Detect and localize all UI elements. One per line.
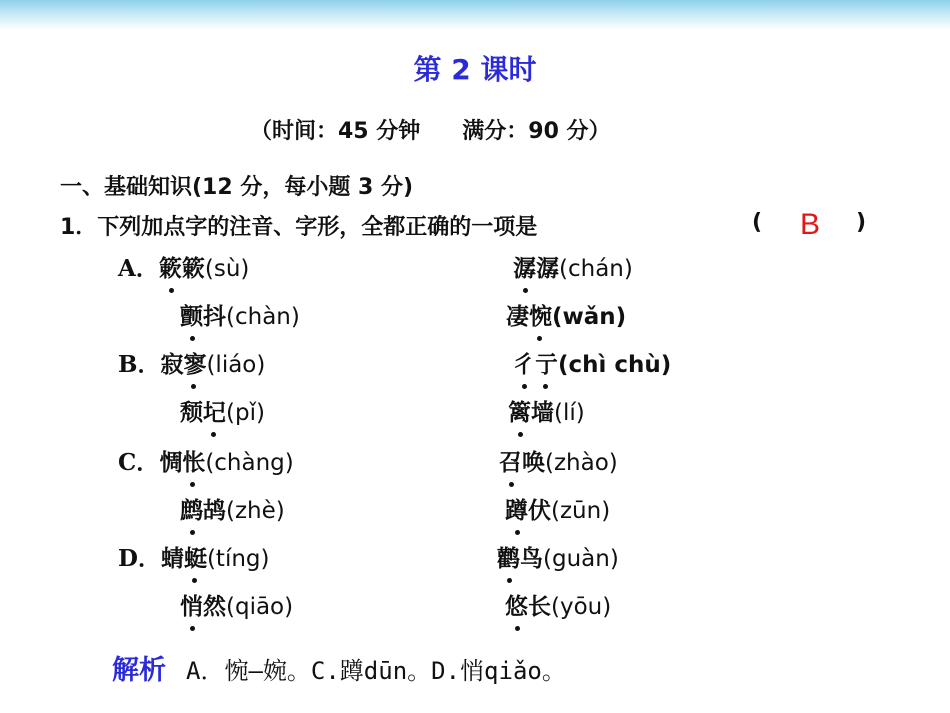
answer-choice: B (800, 208, 821, 241)
option-b-row2-right (508, 394, 585, 427)
pinyin: (chán) (559, 256, 633, 282)
pinyin: (zūn) (551, 498, 611, 524)
pinyin: (tíng) (206, 546, 270, 572)
pinyin: (chì chù) (558, 352, 672, 378)
analysis-text: A．惋—婉。C.蹲dūn。D.悄qiǎo。 (186, 657, 566, 685)
option-letter: C． (118, 449, 160, 476)
word: 潺潺 (513, 250, 559, 283)
word: 悄然 (180, 588, 226, 621)
option-c-row2-left (180, 492, 285, 525)
word: 颓圮 (180, 394, 226, 427)
pinyin: (zhào) (545, 450, 618, 476)
slide-title: 第 2 课时 (413, 53, 537, 86)
word: 悠长 (505, 588, 551, 621)
option-c-row1-left (118, 444, 294, 477)
pinyin: (sù) (204, 256, 250, 282)
pinyin: (guàn) (543, 546, 619, 572)
option-b-row2-left (180, 394, 265, 427)
emphasis-dot-icon (515, 530, 520, 535)
analysis (112, 648, 566, 687)
option-letter: A． (118, 255, 159, 282)
emphasis-dot-icon (190, 530, 195, 535)
word: 寂寥 (160, 346, 206, 379)
pinyin: (yōu) (551, 594, 612, 620)
word: 簌簌 (159, 250, 205, 283)
word: 蜻蜓 (161, 540, 207, 573)
emphasis-dot-icon (543, 384, 548, 389)
option-a-row2-right (506, 298, 626, 331)
emphasis-dot-icon (522, 384, 527, 389)
full-score: 满分：90 分） (462, 119, 611, 144)
emphasis-dot-icon (169, 288, 174, 293)
word: 召唤 (499, 444, 545, 477)
emphasis-dot-icon (191, 384, 196, 389)
emphasis-dot-icon (211, 432, 216, 437)
pinyin: (chàng) (205, 450, 294, 476)
option-a-row1-right (513, 250, 633, 283)
pinyin: (liáo) (206, 352, 266, 378)
emphasis-dot-icon (515, 626, 520, 631)
time-score-info (250, 114, 611, 145)
emphasis-dot-icon (190, 482, 195, 487)
option-c-row2-right (505, 492, 610, 525)
option-d-row2-right (505, 588, 611, 621)
time-limit: （时间：45 分钟 (250, 119, 421, 144)
option-d-row1-right (497, 540, 619, 573)
question-stem: 1．下列加点字的注音、字形，全都正确的一项是 (60, 215, 538, 240)
pinyin: (zhè) (226, 498, 285, 524)
emphasis-dot-icon (537, 336, 542, 341)
option-a-row1-left (118, 250, 249, 283)
word: 颤抖 (180, 298, 226, 331)
option-a-row2-left (180, 298, 300, 331)
word: 蹲伏 (505, 492, 551, 525)
pinyin: (lí) (554, 400, 585, 426)
emphasis-dot-icon (509, 482, 514, 487)
answer-paren-open: ( (752, 210, 763, 235)
word: 篱墙 (508, 394, 554, 427)
section-heading: 一、基础知识(12 分，每小题 3 分) (60, 175, 414, 200)
word: 凄惋 (506, 298, 552, 331)
pinyin: (chàn) (226, 304, 300, 330)
emphasis-dot-icon (192, 578, 197, 583)
top-decoration-band (0, 0, 950, 30)
option-b-row1-right (512, 346, 671, 379)
emphasis-dot-icon (507, 578, 512, 583)
answer-paren-close: ) (856, 210, 867, 235)
pinyin: (qiāo) (226, 594, 294, 620)
option-letter: D． (118, 545, 161, 572)
option-d-row2-left (180, 588, 293, 621)
pinyin: (wǎn) (552, 304, 627, 330)
pinyin: (pǐ) (226, 400, 265, 426)
emphasis-dot-icon (518, 432, 523, 437)
word: 鹧鸪 (180, 492, 226, 525)
word: 鹳鸟 (497, 540, 543, 573)
option-c-row1-right (499, 444, 618, 477)
option-d-row1-left (118, 540, 269, 573)
analysis-label: 解析 (112, 655, 166, 686)
option-b-row1-left (118, 346, 265, 379)
word: 惆怅 (159, 444, 205, 477)
option-letter: B． (118, 351, 161, 378)
emphasis-dot-icon (190, 336, 195, 341)
emphasis-dot-icon (190, 626, 195, 631)
emphasis-dot-icon (523, 288, 528, 293)
word: 彳亍 (512, 346, 558, 379)
